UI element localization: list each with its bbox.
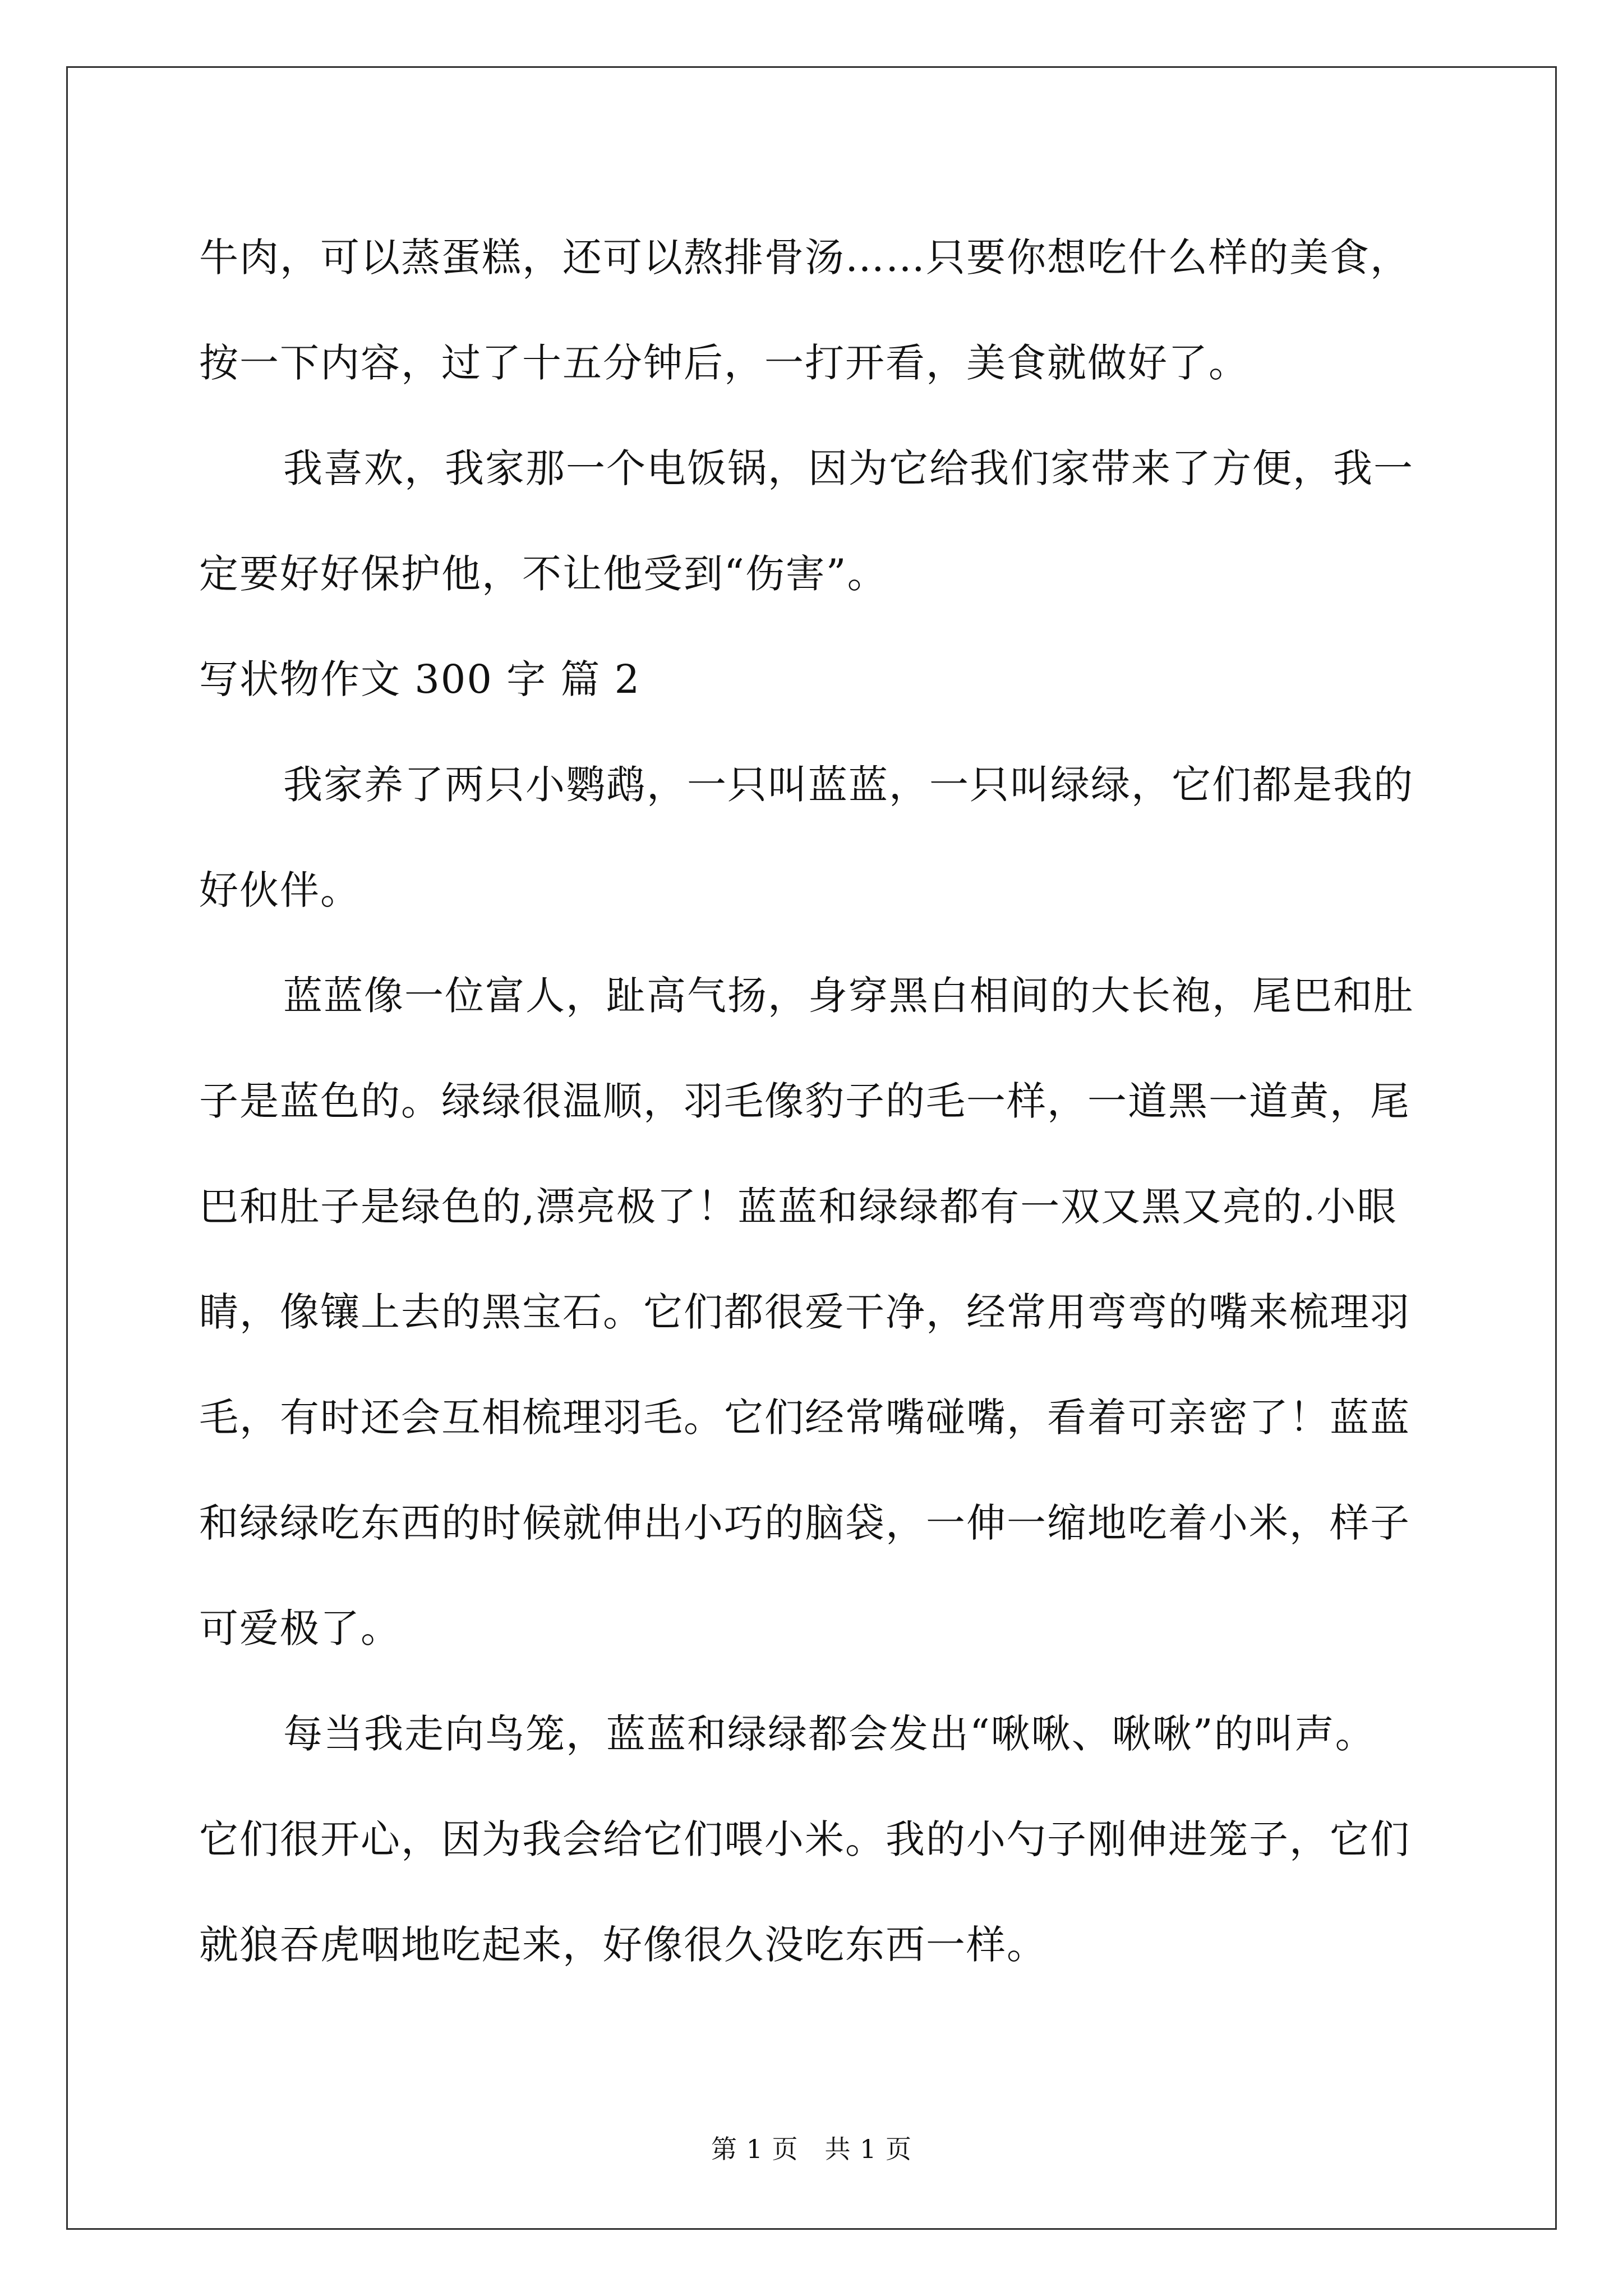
text-line: 我喜欢，我家那一个电饭锅，因为它给我们家带来了方便，我一 xyxy=(283,445,1414,491)
text-line: 好伙伴。 xyxy=(199,867,361,913)
text-line: 定要好好保护他，不让他受到“伤害”。 xyxy=(199,551,888,597)
document-body xyxy=(199,205,1433,1998)
section-heading: 写状物作文 300 字 篇 2 xyxy=(199,656,641,702)
text-line: 每当我走向鸟笼，蓝蓝和绿绿都会发出“啾啾、啾啾”的叫声。 xyxy=(283,1711,1376,1757)
text-line: 毛，有时还会互相梳理羽毛。它们经常嘴碰嘴，看着可亲密了！蓝蓝 xyxy=(199,1395,1410,1441)
text-line: 子是蓝色的。绿绿很温顺，羽毛像豹子的毛一样，一道黑一道黄，尾 xyxy=(199,1078,1410,1124)
text-line: 和绿绿吃东西的时候就伸出小巧的脑袋，一伸一缩地吃着小米，样子 xyxy=(199,1500,1410,1546)
text-line: 我家养了两只小鹦鹉，一只叫蓝蓝，一只叫绿绿，它们都是我的 xyxy=(283,762,1414,808)
text-line: 牛肉，可以蒸蛋糕，还可以熬排骨汤……只要你想吃什么样的美食， xyxy=(199,234,1410,280)
text-line: 可爱极了。 xyxy=(199,1605,401,1651)
text-line: 睛，像镶上去的黑宝石。它们都很爱干净，经常用弯弯的嘴来梳理羽 xyxy=(199,1289,1410,1335)
text-line: 蓝蓝像一位富人，趾高气扬，身穿黑白相间的大长袍，尾巴和肚 xyxy=(283,973,1414,1019)
text-line: 它们很开心，因为我会给它们喂小米。我的小勺子刚伸进笼子，它们 xyxy=(199,1816,1410,1862)
page-footer: 第 1 页 共 1 页 xyxy=(711,2134,912,2164)
text-line: 巴和肚子是绿色的,漂亮极了！蓝蓝和绿绿都有一双又黑又亮的.小眼 xyxy=(199,1184,1398,1230)
text-line: 就狼吞虎咽地吃起来，好像很久没吃东西一样。 xyxy=(199,1922,1047,1968)
text-line: 按一下内容，过了十五分钟后，一打开看，美食就做好了。 xyxy=(199,340,1249,386)
